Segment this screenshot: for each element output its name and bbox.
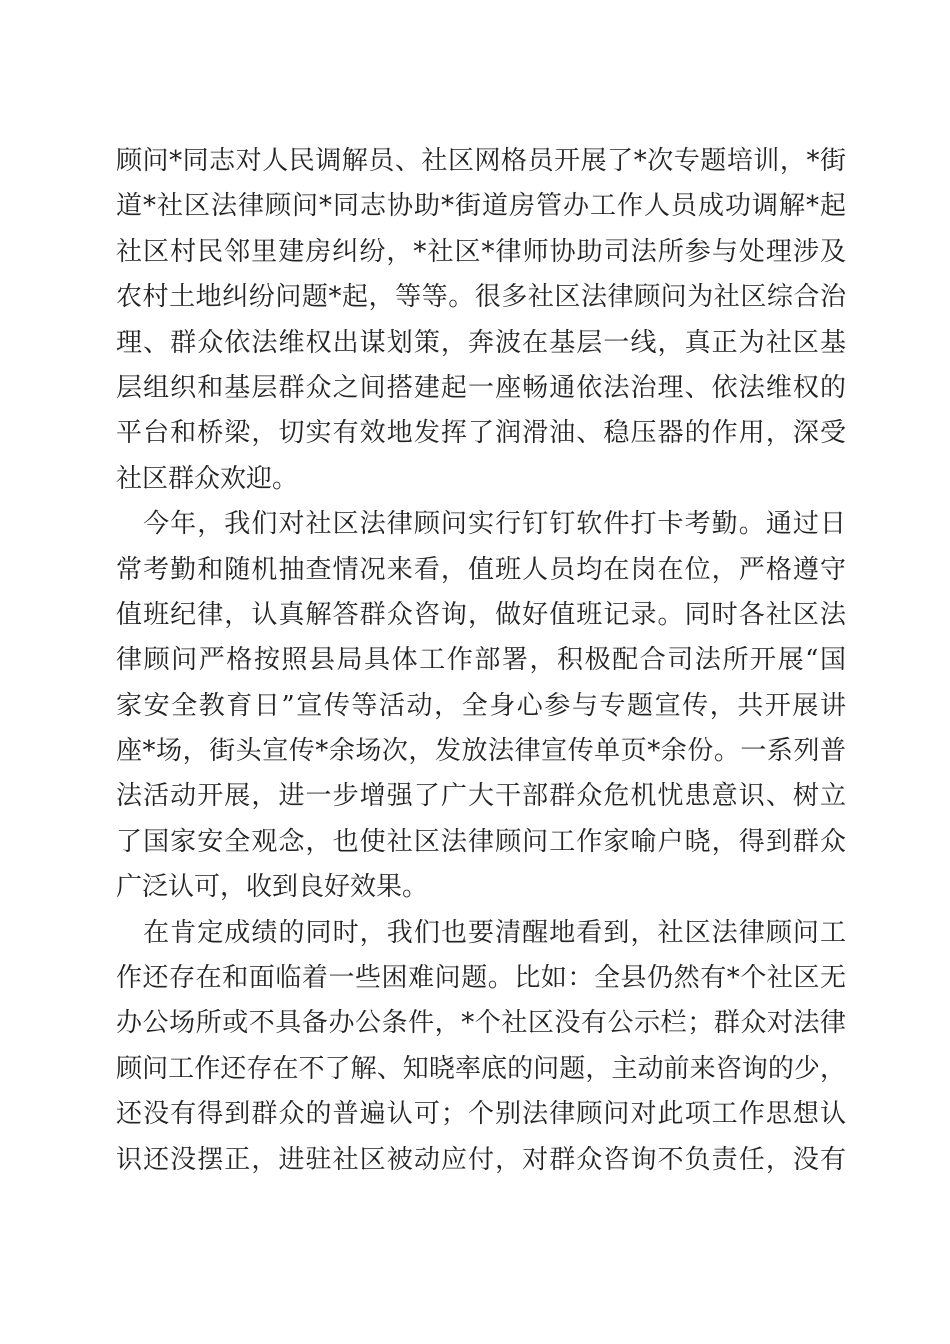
text-line: 层组织和基层群众之间搭建起一座畅通依法治理、依法维权的 (116, 372, 846, 403)
text-line: 顾问*同志对人民调解员、社区网格员开展了*次专题培训，*街 (116, 146, 846, 176)
text-line: 顾问工作还存在不了解、知晓率底的问题，主动前来咨询的少， (116, 1053, 846, 1084)
text-line: 今年，我们对社区法律顾问实行钉钉软件打卡考勤。通过日 (116, 509, 846, 540)
text-line: 座*场，街头宣传*余场次，发放法律宣传单页*余份。一系列普 (116, 736, 846, 767)
text-line: 识还没摆正，进驻社区被动应付，对群众咨询不负责任，没有 (116, 1144, 846, 1175)
body-text (116, 139, 846, 1183)
text-line: 社区村民邻里建房纠纷，*社区*律师协助司法所参与处理涉及 (116, 236, 846, 267)
text-line: 道*社区法律顾问*同志协助*街道房管办工作人员成功调解*起 (116, 191, 846, 222)
text-line: 律顾问严格按照县局具体工作部署，积极配合司法所开展“国 (116, 645, 846, 676)
text-line: 还没有得到群众的普遍认可；个别法律顾问对此项工作思想认 (116, 1099, 846, 1130)
text-line: 办公场所或不具备办公条件，*个社区没有公示栏；群众对法律 (116, 1008, 846, 1039)
text-line: 值班纪律，认真解答群众咨询，做好值班记录。同时各社区法 (116, 599, 846, 630)
text-line: 法活动开展，进一步增强了广大干部群众危机忧患意识、树立 (116, 781, 846, 812)
text-line: 农村土地纠纷问题*起，等等。很多社区法律顾问为社区综合治 (116, 282, 846, 313)
text-line: 家安全教育日”宣传等活动，全身心参与专题宣传，共开展讲 (116, 690, 846, 721)
text-line: 作还存在和面临着一些困难问题。比如：全县仍然有*个社区无 (116, 963, 846, 994)
text-line: 常考勤和随机抽查情况来看，值班人员均在岗在位，严格遵守 (116, 554, 846, 585)
text-line: 理、群众依法维权出谋划策，奔波在基层一线，真正为社区基 (116, 327, 846, 358)
text-line: 了国家安全观念，也使社区法律顾问工作家喻户晓，得到群众 (116, 826, 846, 857)
text-line: 平台和桥梁，切实有效地发挥了润滑油、稳压器的作用，深受 (116, 418, 846, 449)
text-line: 广泛认可，收到良好效果。 (116, 872, 429, 903)
text-line: 在肯定成绩的同时，我们也要清醒地看到，社区法律顾问工 (116, 917, 846, 948)
text-line: 社区群众欢迎。 (116, 463, 299, 494)
